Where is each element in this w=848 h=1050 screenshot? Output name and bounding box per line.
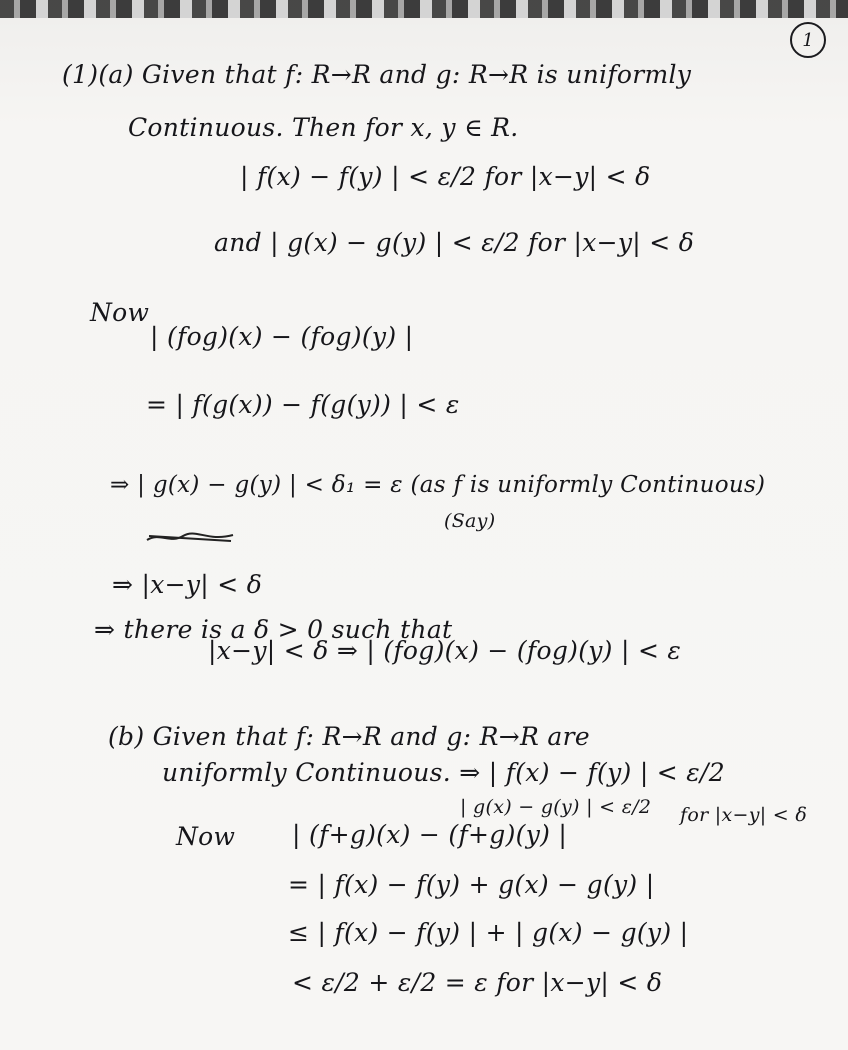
line-19-expand: = | f(x) − f(y) + g(x) − g(y) | [288,870,655,899]
line-17-now: Now [176,822,236,851]
line-1-given: (1)(a) Given that f: R→R and g: R→R is uniformly [62,60,692,89]
line-2-continuous: Continuous. Then for x, y ∈ R. [128,113,519,142]
page-number-circle [790,22,826,58]
line-4-g-bound: and | g(x) − g(y) | < ε/2 for |x−y| < δ [214,228,695,257]
line-15-g-bound: | g(x) − g(y) | < ε/2 [460,796,652,818]
line-10-implies-delta: ⇒ |x−y| < δ [112,570,263,599]
binding-edge [0,0,848,18]
line-20-triangle: ≤ | f(x) − f(y) | + | g(x) − g(y) | [288,918,689,947]
line-8-implies: ⇒ | g(x) − g(y) | < δ₁ = ε (as f is uniformly Continuous) [110,472,766,498]
line-18-sum: | (f+g)(x) − (f+g)(y) | [292,820,568,849]
line-9-say: (Say) [444,510,496,532]
page-number: 1 [802,29,814,51]
line-7-equals: = | f(g(x)) − f(g(y)) | < ε [146,390,460,419]
line-21-result: < ε/2 + ε/2 = ε for |x−y| < δ [292,968,663,997]
line-3-f-bound: | f(x) − f(y) | < ε/2 for |x−y| < δ [240,162,651,191]
line-11-there-is: ⇒ there is a δ > 0 such that [94,615,453,644]
line-14-uniformly: uniformly Continuous. ⇒ | f(x) − f(y) | < ε/2 [162,758,725,787]
line-6-composition: | (fog)(x) − (fog)(y) | [150,322,414,351]
line-13-part-b: (b) Given that f: R→R and g: R→R are [108,722,590,751]
crossed-out-scribble [145,530,235,546]
line-5-now: Now [90,298,150,327]
line-12-conclusion: |x−y| < δ ⇒ | (fog)(x) − (fog)(y) | < ε [208,636,682,665]
line-16-for-delta: for |x−y| < δ [680,804,808,826]
